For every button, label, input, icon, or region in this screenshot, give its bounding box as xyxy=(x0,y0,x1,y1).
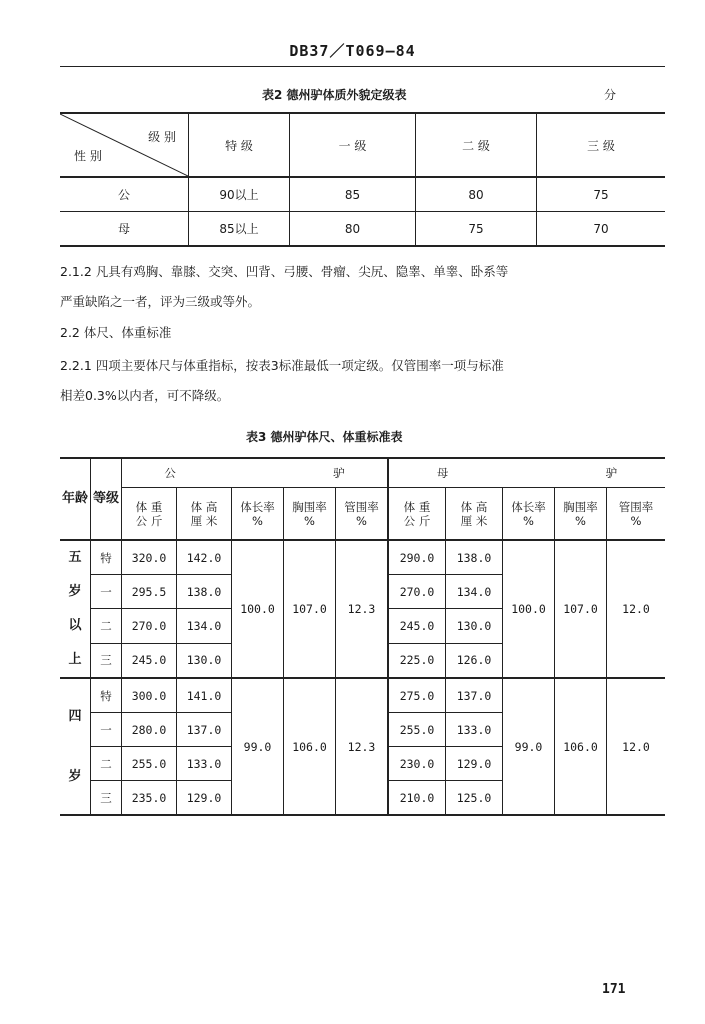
female-cannon-ratio: 12.0 xyxy=(607,540,666,678)
female-weight-cell: 275.0 xyxy=(388,678,446,713)
grade-cell: 二 xyxy=(91,747,122,781)
table2-caption: 表2 德州驴体质外貌定级表 xyxy=(262,88,407,102)
header-rule xyxy=(60,66,665,67)
grade-cell: 三 xyxy=(91,643,122,678)
male-weight-cell: 280.0 xyxy=(122,713,177,747)
sex-cell: 母 xyxy=(60,212,189,247)
section-heading-2-2: 2.2 体尺、体重标准 xyxy=(60,325,172,340)
grade-header-second: 二 级 xyxy=(416,113,537,177)
male-label: 公 xyxy=(164,466,176,480)
male-weight-cell: 245.0 xyxy=(122,643,177,678)
col-cannon-ratio: 管围率 % xyxy=(336,488,389,541)
female-weight-cell: 230.0 xyxy=(388,747,446,781)
female-body-length-ratio: 100.0 xyxy=(503,540,555,678)
score-cell: 85 xyxy=(290,177,416,212)
table2-unit: 分 xyxy=(604,88,617,102)
female-chest-ratio: 107.0 xyxy=(555,540,607,678)
male-weight-cell: 255.0 xyxy=(122,747,177,781)
corner-label-sex: 性 别 xyxy=(74,149,102,163)
male-cannon-ratio: 12.3 xyxy=(336,540,389,678)
paragraph-2-2-1-line1: 2.2.1 四项主要体尺与体重指标，按表3标准最低一项定级。仅管围率一项与标准 xyxy=(60,358,504,373)
paragraph-2-1-2-line2: 严重缺陷之一者，评为三级或等外。 xyxy=(60,294,261,309)
female-weight-cell: 225.0 xyxy=(388,643,446,678)
table3-caption: 表3 德州驴体尺、体重标准表 xyxy=(246,430,403,444)
age-cell-four: 四 岁 xyxy=(60,678,91,815)
paragraph-2-2-1-line2: 相差0.3%以内者，可不降级。 xyxy=(60,388,230,403)
female-height-cell: 126.0 xyxy=(446,643,503,678)
donkey-label: 驴 xyxy=(605,466,618,480)
col-height: 体 高 厘 米 xyxy=(446,488,503,541)
col-height: 体 高 厘 米 xyxy=(177,488,232,541)
female-cannon-ratio: 12.0 xyxy=(607,678,666,815)
male-height-cell: 142.0 xyxy=(177,540,232,575)
col-weight: 体 重 公 斤 xyxy=(388,488,446,541)
female-height-cell: 137.0 xyxy=(446,678,503,713)
document-code-header: DB37／T069—84 xyxy=(289,42,416,60)
female-label: 母 xyxy=(436,466,449,480)
male-weight-cell: 320.0 xyxy=(122,540,177,575)
male-donkey-header xyxy=(122,458,389,488)
col-body-length-ratio: 体长率 % xyxy=(503,488,555,541)
male-height-cell: 137.0 xyxy=(177,713,232,747)
grade-cell: 特 xyxy=(91,540,122,575)
female-weight-cell: 270.0 xyxy=(388,575,446,609)
score-cell: 75 xyxy=(416,212,537,247)
age-header: 年龄 xyxy=(60,458,91,540)
male-height-cell: 141.0 xyxy=(177,678,232,713)
score-cell: 75 xyxy=(537,177,666,212)
col-chest-ratio: 胸围率 % xyxy=(555,488,607,541)
table3-standards-table xyxy=(60,457,665,816)
grade-cell: 三 xyxy=(91,781,122,816)
female-weight-cell: 290.0 xyxy=(388,540,446,575)
table2-corner-cell xyxy=(60,113,189,177)
score-cell: 80 xyxy=(416,177,537,212)
female-weight-cell: 210.0 xyxy=(388,781,446,816)
male-weight-cell: 270.0 xyxy=(122,609,177,643)
score-cell: 90以上 xyxy=(189,177,290,212)
female-height-cell: 130.0 xyxy=(446,609,503,643)
female-body-length-ratio: 99.0 xyxy=(503,678,555,815)
male-body-length-ratio: 99.0 xyxy=(232,678,284,815)
female-weight-cell: 245.0 xyxy=(388,609,446,643)
grade-cell: 一 xyxy=(91,575,122,609)
male-cannon-ratio: 12.3 xyxy=(336,678,389,815)
female-height-cell: 133.0 xyxy=(446,713,503,747)
table-row xyxy=(60,177,665,212)
corner-label-grade: 级 别 xyxy=(148,130,176,144)
male-body-length-ratio: 100.0 xyxy=(232,540,284,678)
donkey-label: 驴 xyxy=(333,466,345,480)
male-chest-ratio: 106.0 xyxy=(284,678,336,815)
paragraph-2-1-2-line1: 2.1.2 凡具有鸡胸、靠膝、交突、凹背、弓腰、骨瘤、尖尻、隐睾、单睾、卧系等 xyxy=(60,264,509,279)
sex-cell: 公 xyxy=(60,177,189,212)
female-donkey-header xyxy=(388,458,665,488)
grade-cell: 二 xyxy=(91,609,122,643)
grade-header-third: 三 级 xyxy=(537,113,666,177)
diagonal-divider xyxy=(60,114,188,176)
male-height-cell: 130.0 xyxy=(177,643,232,678)
table-row xyxy=(60,540,665,575)
score-cell: 80 xyxy=(290,212,416,247)
male-chest-ratio: 107.0 xyxy=(284,540,336,678)
score-cell: 85以上 xyxy=(189,212,290,247)
male-weight-cell: 300.0 xyxy=(122,678,177,713)
male-weight-cell: 235.0 xyxy=(122,781,177,816)
female-chest-ratio: 106.0 xyxy=(555,678,607,815)
col-body-length-ratio: 体长率 % xyxy=(232,488,284,541)
table2-grading-table xyxy=(60,112,665,247)
age-cell-five-plus: 五 岁 以 上 xyxy=(60,540,91,678)
male-height-cell: 129.0 xyxy=(177,781,232,816)
col-weight: 体 重 公 斤 xyxy=(122,488,177,541)
female-height-cell: 138.0 xyxy=(446,540,503,575)
score-cell: 70 xyxy=(537,212,666,247)
male-height-cell: 134.0 xyxy=(177,609,232,643)
col-cannon-ratio: 管围率 % xyxy=(607,488,666,541)
grade-header: 等级 xyxy=(91,458,122,540)
table-row xyxy=(60,678,665,713)
grade-header-special: 特 级 xyxy=(189,113,290,177)
page-number: 171 xyxy=(602,982,626,997)
grade-cell: 特 xyxy=(91,678,122,713)
female-weight-cell: 255.0 xyxy=(388,713,446,747)
col-chest-ratio: 胸围率 % xyxy=(284,488,336,541)
male-weight-cell: 295.5 xyxy=(122,575,177,609)
grade-cell: 一 xyxy=(91,713,122,747)
male-height-cell: 138.0 xyxy=(177,575,232,609)
male-height-cell: 133.0 xyxy=(177,747,232,781)
female-height-cell: 129.0 xyxy=(446,747,503,781)
female-height-cell: 125.0 xyxy=(446,781,503,816)
table-row xyxy=(60,212,665,247)
grade-header-first: 一 级 xyxy=(290,113,416,177)
female-height-cell: 134.0 xyxy=(446,575,503,609)
